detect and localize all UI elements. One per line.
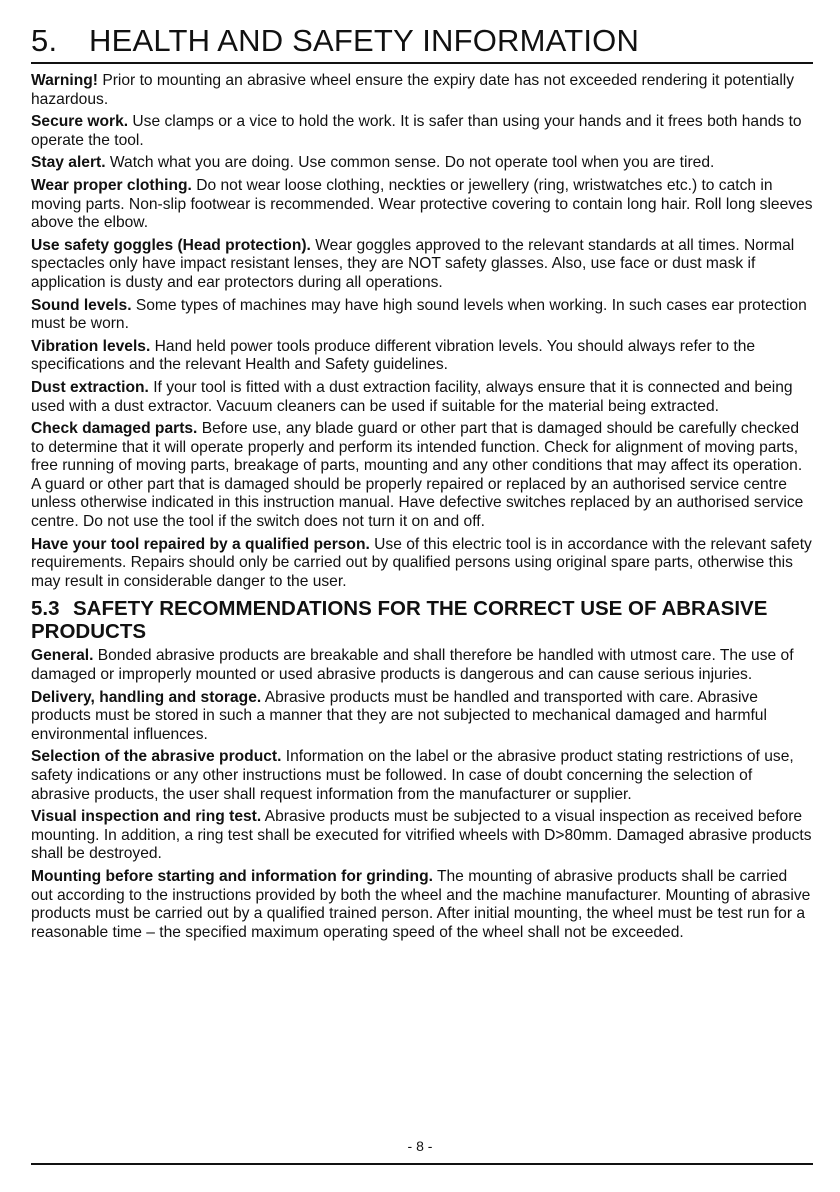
paragraph-general: General. Bonded abrasive products are breakable and shall therefore be handled with utmost care. The use of damaged or improperly mounted or used abrasive products is dangerous and can cause serious injuries. bbox=[31, 647, 794, 684]
paragraph-goggles: Use safety goggles (Head protection). Wear goggles approved to the relevant standards at all times. Normal spectacles only have impact resistant lenses, they are NOT safety glasses. Also, use face or dust mask if application is dusty and ear protectors during all operations. bbox=[31, 236, 795, 291]
paragraph-repair: Have your tool repaired by a qualified person. Use of this electric tool is in accordance with the relevant safety requirements. Repairs should only be carried out by qualified persons using original spare parts, otherwise this may result in considerable danger to the user. bbox=[31, 535, 812, 590]
paragraph-sound-levels: Sound levels. Some types of machines may have high sound levels when working. In such cases ear protection must be worn. bbox=[31, 296, 807, 333]
paragraph-secure-work: Secure work. Use clamps or a vice to hold the work. It is safer than using your hands and it frees both hands to operate the tool. bbox=[31, 113, 802, 149]
paragraph-delivery: Delivery, handling and storage. Abrasive products must be handled and transported with care. Abrasive products must be stored in such a manner that they are not subjected to mechanical damaged and harmful environmental influences. bbox=[31, 688, 767, 743]
section-number: 5. bbox=[31, 23, 58, 58]
paragraph-stay-alert: Stay alert. Watch what you are doing. Use common sense. Do not operate tool when you are tired. bbox=[31, 154, 715, 172]
header-divider bbox=[31, 62, 813, 64]
page-header bbox=[31, 22, 813, 60]
paragraph-warning: Warning! Prior to mounting an abrasive wheel ensure the expiry date has not exceeded rendering it potentially hazardous. bbox=[31, 72, 795, 108]
page-number: - 8 - bbox=[407, 1138, 433, 1154]
section-title: HEALTH AND SAFETY INFORMATION bbox=[89, 23, 640, 58]
paragraph-vibration-levels: Vibration levels. Hand held power tools produce different vibration levels. You should always refer to the specifications and the relevant Health and Safety guidelines. bbox=[31, 337, 756, 374]
paragraph-damaged-parts: Check damaged parts. Before use, any blade guard or other part that is damaged should be carefully checked to determine that it will operate properly and perform its intended function. Check for alignment of moving parts, free running of moving parts, breakage of parts, mounting and any other conditions that may affect its operation. A guard or other part that is damaged should be properly repaired or replaced by an authorised service centre unless otherwise indicated in this instruction manual. Have defective switches replaced by an authorised service centre. Do not use the tool if the switch does not turn it on and off. bbox=[31, 420, 804, 531]
page-title bbox=[31, 22, 813, 60]
footer-divider bbox=[31, 1163, 813, 1165]
document-body bbox=[31, 72, 813, 946]
paragraph-mounting: Mounting before starting and information for grinding. The mounting of abrasive products shall be carried out according to the instructions provided by both the wheel and the machine manufacturer. Mounting of abrasive products must be carried out by a qualified trained person. After initial mounting, the wheel must be test run for a reasonable time – the specified maximum operating speed of the wheel shall not be exceeded. bbox=[31, 867, 811, 941]
paragraph-selection: Selection of the abrasive product. Information on the label or the abrasive product stating restrictions of use, safety indications or any other instructions must be followed. In case of doubt concerning the selection of abrasive products, the user shall request information from the manufacturer or supplier. bbox=[31, 748, 794, 803]
paragraph-clothing: Wear proper clothing. Do not wear loose clothing, neckties or jewellery (ring, wristwatches etc.) to catch in moving parts. Non-slip footwear is recommended. Wear protective covering to contain long hair. Roll long sleeves above the elbow. bbox=[31, 176, 813, 232]
subsection-heading: 5.3 SAFETY RECOMMENDATIONS FOR THE CORRECT USE OF ABRASIVE PRODUCTS bbox=[31, 597, 768, 644]
paragraph-dust-extraction: Dust extraction. If your tool is fitted with a dust extraction facility, always ensure that it is connected and being used with a dust extractor. Vacuum cleaners can be used if suitable for the material being extracted. bbox=[31, 378, 793, 415]
paragraph-visual-inspection: Visual inspection and ring test. Abrasive products must be subjected to a visual inspection as received before mounting. In addition, a ring test shall be executed for vitrified wheels with D>80mm. Damaged abrasive products shall be destroyed. bbox=[31, 808, 812, 863]
